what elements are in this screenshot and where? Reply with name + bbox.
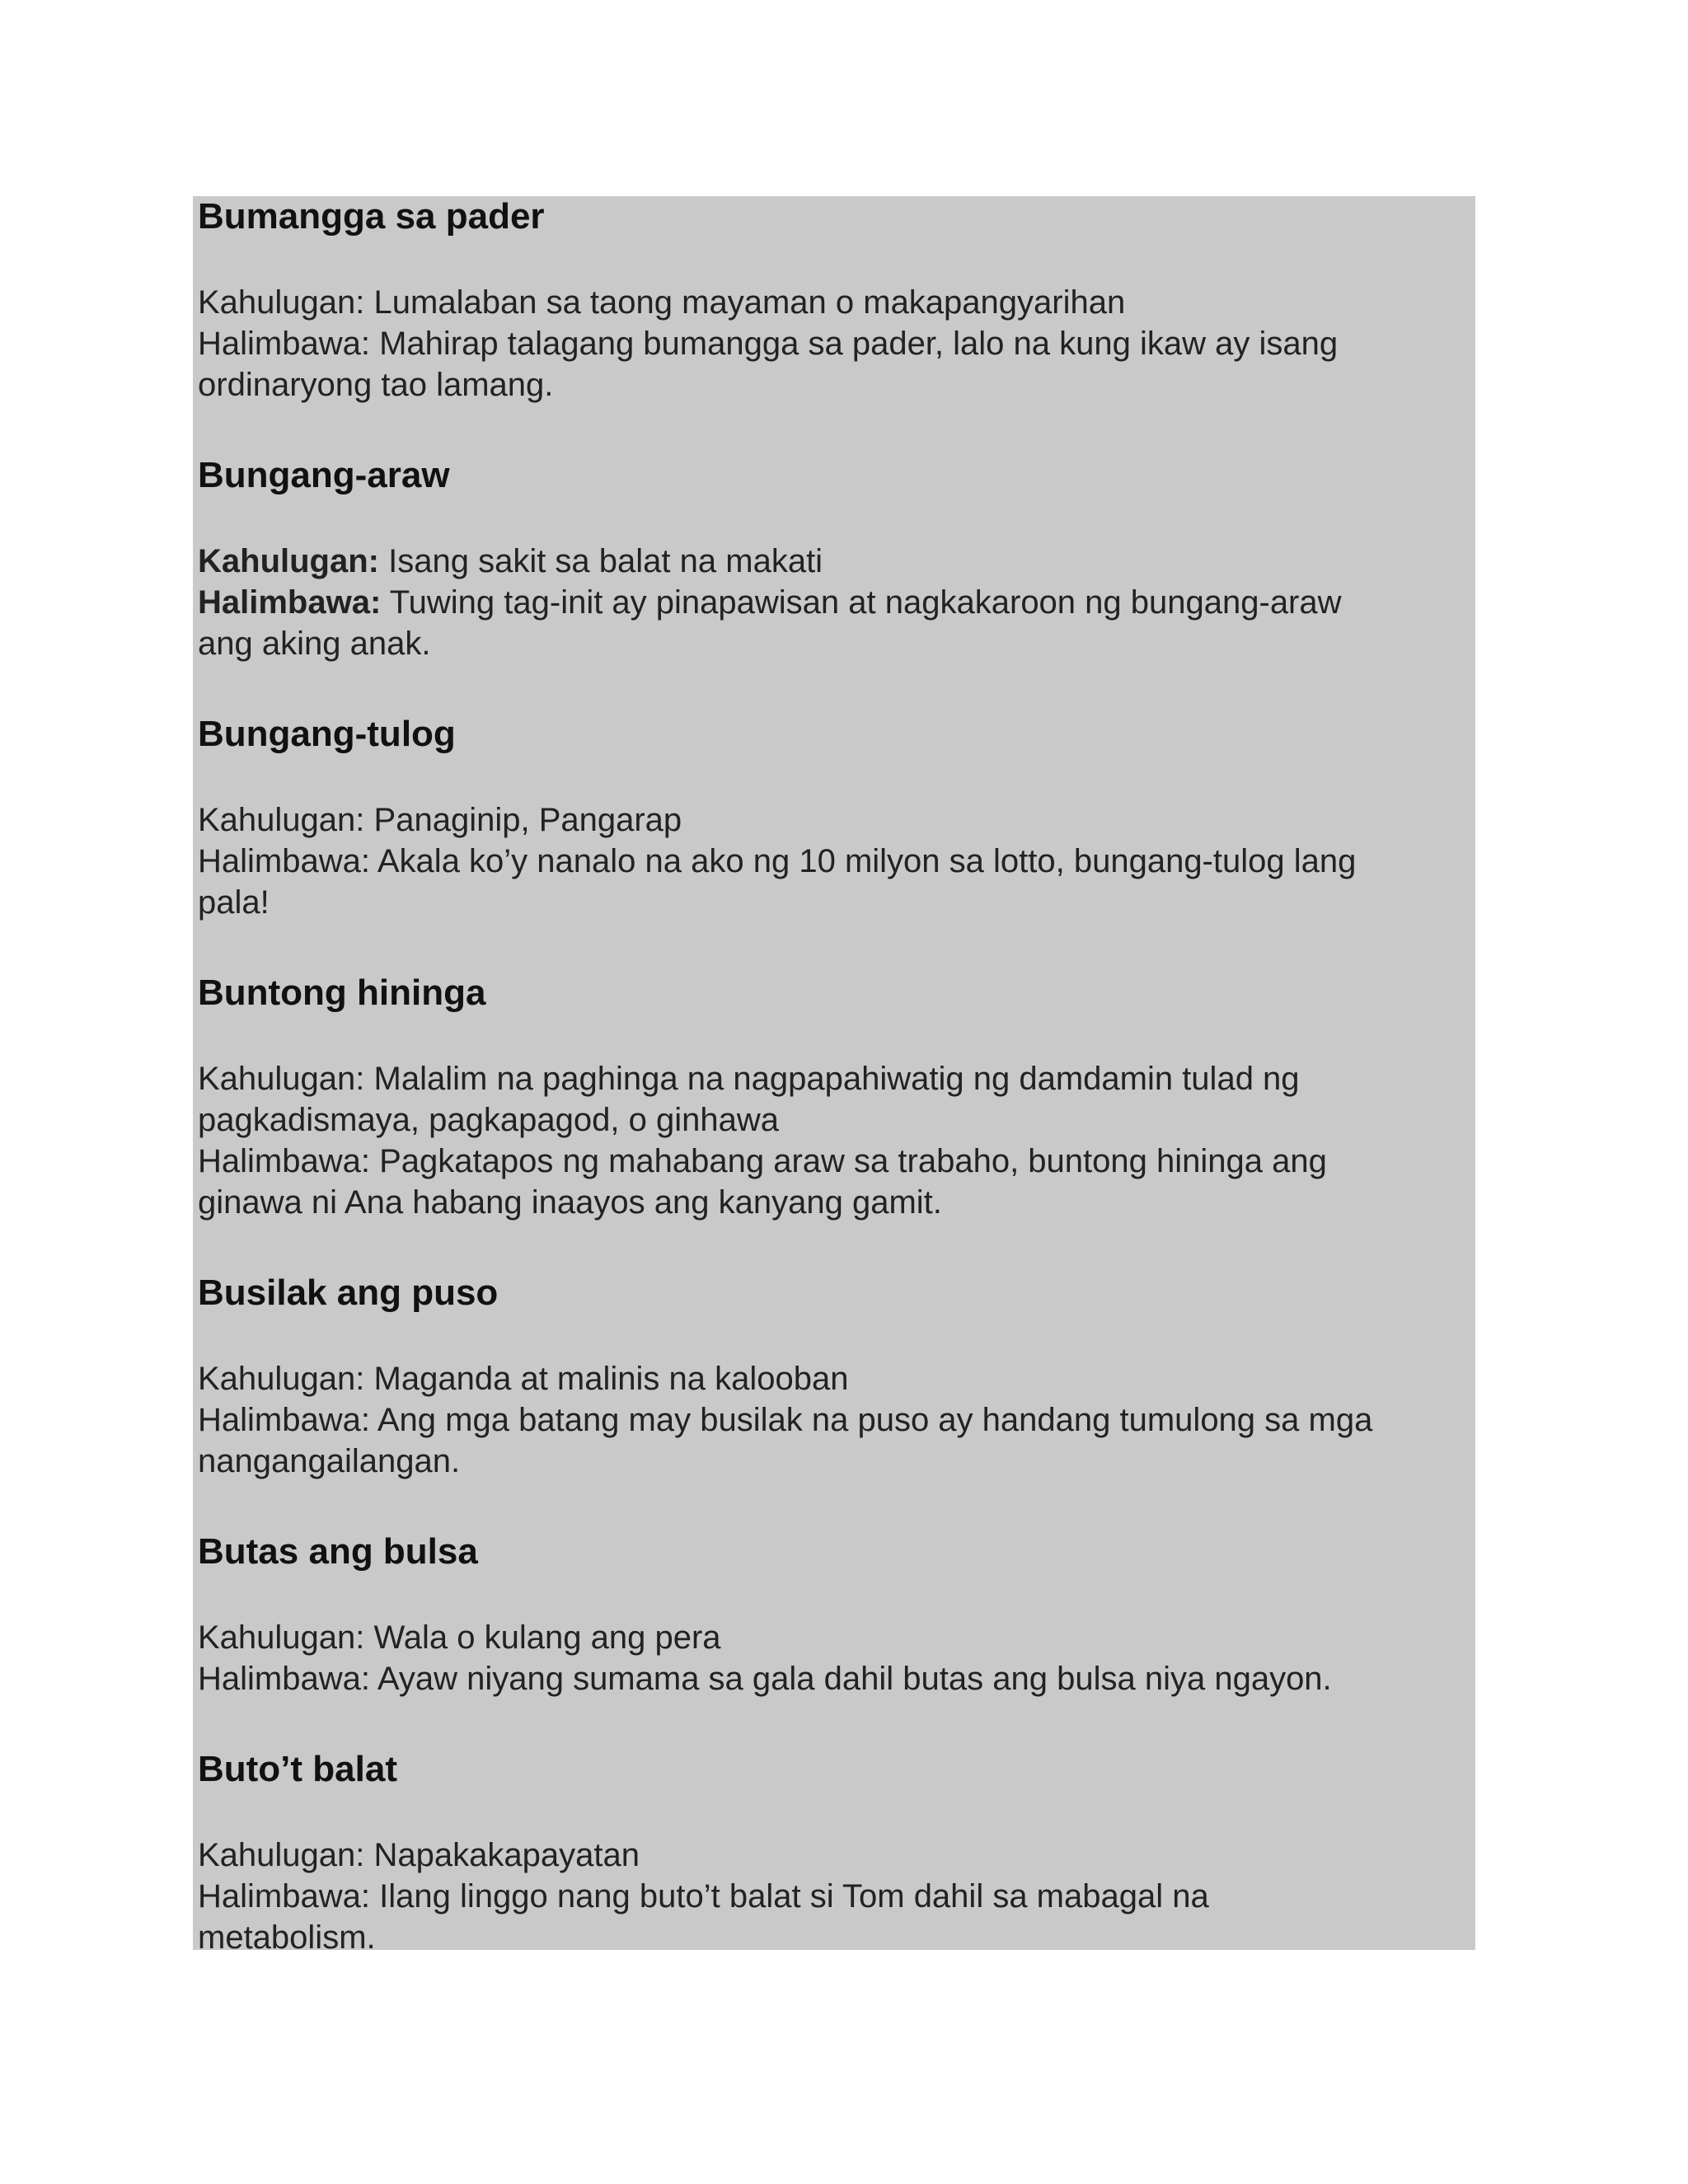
idiom-list-panel: [193, 196, 1475, 1956]
meaning-label: Kahulugan:: [198, 284, 365, 321]
idiom-body: [198, 799, 1467, 923]
meaning-text-continued: pagkadismaya, pagkapagod, o ginhawa: [198, 1102, 779, 1138]
idiom-term: Butas ang bulsa: [198, 1531, 478, 1572]
meaning-label: Kahulugan:: [198, 1061, 365, 1097]
idiom-entry: [198, 196, 1467, 405]
example-label: Halimbawa:: [198, 1661, 370, 1697]
meaning-text: Maganda at malinis na kalooban: [373, 1361, 849, 1397]
example-label: Halimbawa:: [198, 1878, 370, 1915]
example-text-continued: ginawa ni Ana habang inaayos ang kanyang gamit.: [198, 1184, 942, 1221]
example-text: Mahirap talagang bumangga sa pader, lalo na kung ikaw ay isang: [379, 326, 1339, 362]
example-text-continued: pala!: [198, 884, 270, 921]
example-label: Halimbawa:: [198, 584, 382, 621]
example-text: Ayaw niyang sumama sa gala dahil butas ang bulsa niya ngayon.: [377, 1661, 1332, 1697]
example-line: [198, 1658, 1467, 1699]
example-line: [198, 1141, 1467, 1182]
example-text-continued: ang aking anak.: [198, 626, 431, 662]
meaning-text: Malalim na paghinga na nagpapahiwatig ng damdamin tulad ng: [373, 1061, 1300, 1097]
example-line: [198, 582, 1467, 623]
idiom-body: [198, 541, 1467, 664]
idiom-term: Buntong hininga: [198, 972, 486, 1013]
example-line: [198, 1399, 1467, 1441]
example-label: Halimbawa:: [198, 326, 370, 362]
example-line: [198, 841, 1467, 882]
example-label: Halimbawa:: [198, 1402, 370, 1438]
idiom-body: [198, 1358, 1467, 1482]
meaning-text: Wala o kulang ang pera: [373, 1619, 721, 1656]
meaning-line: [198, 1617, 1467, 1658]
idiom-body: [198, 1058, 1467, 1223]
meaning-line: [198, 799, 1467, 841]
example-text: Tuwing tag-init ay pinapawisan at nagkakaroon ng bungang-araw: [389, 584, 1342, 621]
example-text: Akala ko’y nanalo na ako ng 10 milyon sa lotto, bungang-tulog lang: [377, 843, 1357, 879]
meaning-line: [198, 1358, 1467, 1399]
idiom-term: Buto’t balat: [198, 1749, 397, 1789]
meaning-text: Isang sakit sa balat na makati: [388, 543, 823, 579]
idiom-entry: [198, 1272, 1467, 1482]
meaning-text: Napakakapayatan: [373, 1837, 640, 1873]
example-line: [198, 323, 1467, 364]
example-line: [198, 1876, 1467, 1917]
idiom-entry: [198, 714, 1467, 923]
meaning-label: Kahulugan:: [198, 1837, 365, 1873]
meaning-line: [198, 541, 1467, 582]
meaning-label: Kahulugan:: [198, 543, 379, 579]
idiom-entry: [198, 972, 1467, 1223]
meaning-line: [198, 1835, 1467, 1876]
idiom-term: Busilak ang puso: [198, 1272, 499, 1313]
idiom-body: [198, 1835, 1467, 1958]
example-text-continued: nangangailangan.: [198, 1443, 461, 1479]
example-text: Pagkatapos ng mahabang araw sa trabaho, buntong hininga ang: [379, 1143, 1327, 1179]
idiom-entry: [198, 455, 1467, 664]
meaning-line: [198, 282, 1467, 323]
meaning-line: [198, 1058, 1467, 1099]
meaning-label: Kahulugan:: [198, 1619, 365, 1656]
meaning-text: Panaginip, Pangarap: [373, 802, 682, 838]
example-text: Ang mga batang may busilak na puso ay handang tumulong sa mga: [377, 1402, 1373, 1438]
idiom-term: Bungang-tulog: [198, 714, 456, 754]
example-text: Ilang linggo nang buto’t balat si Tom dahil sa mabagal na: [379, 1878, 1209, 1915]
meaning-label: Kahulugan:: [198, 802, 365, 838]
idiom-body: [198, 1617, 1467, 1699]
idiom-term: Bungang-araw: [198, 455, 450, 495]
idiom-body: [198, 282, 1467, 405]
idiom-term: Bumangga sa pader: [198, 196, 545, 237]
idiom-entry: [198, 1749, 1467, 1958]
example-label: Halimbawa:: [198, 843, 370, 879]
idiom-entry: [198, 1531, 1467, 1699]
example-text-continued: ordinaryong tao lamang.: [198, 367, 554, 403]
meaning-text: Lumalaban sa taong mayaman o makapangyarihan: [373, 284, 1126, 321]
meaning-label: Kahulugan:: [198, 1361, 365, 1397]
example-text-continued: metabolism.: [198, 1919, 376, 1956]
example-label: Halimbawa:: [198, 1143, 370, 1179]
